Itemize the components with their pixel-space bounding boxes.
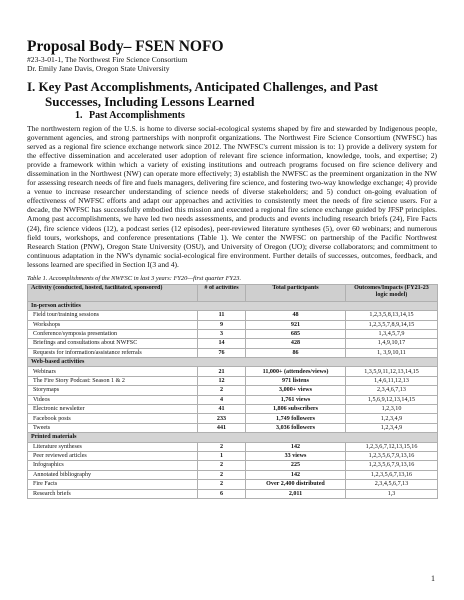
activity-cell: Literature syntheses	[28, 442, 198, 451]
count-cell: 12	[198, 376, 246, 385]
table-section-row	[28, 433, 438, 442]
outcomes-cell: 2,3,4,5,6,7,13	[346, 480, 438, 489]
participants-cell: 33 views	[246, 452, 346, 461]
table-row	[28, 405, 438, 414]
activity-cell: Requests for information/assistance referrals	[28, 348, 198, 357]
table-row	[28, 489, 438, 498]
activity-cell: Storymaps	[28, 386, 198, 395]
outcomes-cell: 1,3,4,5,7,9	[346, 329, 438, 338]
count-cell: 2	[198, 470, 246, 479]
accomplishments-table	[27, 284, 438, 499]
participants-cell: 11,000+ (attendees/views)	[246, 367, 346, 376]
count-cell: 41	[198, 405, 246, 414]
table-row	[28, 348, 438, 357]
participants-cell: 971 listens	[246, 376, 346, 385]
document-title: Proposal Body– FSEN NOFO	[27, 38, 224, 55]
outcomes-cell: 1,2,3,5,6,7,9,13,16	[346, 461, 438, 470]
table-row	[28, 470, 438, 479]
outcomes-cell: 1,4,9,10,17	[346, 339, 438, 348]
activity-cell: Annotated bibliography	[28, 470, 198, 479]
count-cell: 233	[198, 414, 246, 423]
outcomes-cell: 1,4,6,11,12,13	[346, 376, 438, 385]
count-cell: 9	[198, 320, 246, 329]
table-row	[28, 461, 438, 470]
outcomes-cell: 1,2,3,5,7,8,9,14,15	[346, 320, 438, 329]
participants-cell: Over 2,400 distributed	[246, 480, 346, 489]
column-header-count: # of activities	[198, 284, 246, 301]
outcomes-cell: 1,2,3,5,8,13,14,15	[346, 311, 438, 320]
column-header-activity: Activity (conducted, hosted, facilitated, sponsored)	[28, 284, 198, 301]
count-cell: 2	[198, 442, 246, 451]
subsection-title: Past Accomplishments	[89, 110, 185, 121]
participants-cell: 48	[246, 311, 346, 320]
outcomes-cell: 1,2,3,4,9	[346, 423, 438, 432]
activity-cell: Field tour/training sessions	[28, 311, 198, 320]
activity-cell: Facebook posts	[28, 414, 198, 423]
participants-cell: 86	[246, 348, 346, 357]
table-row	[28, 329, 438, 338]
participants-cell: 685	[246, 329, 346, 338]
count-cell: 76	[198, 348, 246, 357]
outcomes-cell: 1,5,6,9,12,13,14,15	[346, 395, 438, 404]
column-header-participants: Total participants	[246, 284, 346, 301]
count-cell: 3	[198, 329, 246, 338]
count-cell: 441	[198, 423, 246, 432]
table-row	[28, 339, 438, 348]
count-cell: 11	[198, 311, 246, 320]
activity-cell: Conference/symposia presentation	[28, 329, 198, 338]
count-cell: 4	[198, 395, 246, 404]
table-row	[28, 376, 438, 385]
activity-cell: Peer reviewed articles	[28, 452, 198, 461]
table-row	[28, 320, 438, 329]
outcomes-cell: 1,3,5,9,11,12,13,14,15	[346, 367, 438, 376]
table-row	[28, 480, 438, 489]
participants-cell: 1,806 subscribers	[246, 405, 346, 414]
participants-cell: 142	[246, 442, 346, 451]
count-cell: 2	[198, 461, 246, 470]
subsection-heading	[75, 110, 437, 122]
page-number: 1	[431, 574, 435, 583]
activity-cell: Electronic newsletter	[28, 405, 198, 414]
activity-cell: The Fire Story Podcast: Season 1 & 2	[28, 376, 198, 385]
count-cell: 14	[198, 339, 246, 348]
subsection-number: 1.	[75, 110, 83, 121]
table-section-title: Web-based activities	[28, 358, 438, 367]
outcomes-cell: 1,2,3,4,9	[346, 414, 438, 423]
activity-cell: Videos	[28, 395, 198, 404]
table-caption: Table 1. Accomplishments of the NWFSC in last 3 years: FY20—first quarter FY23.	[27, 274, 242, 282]
activity-cell: Webinars	[28, 367, 198, 376]
activity-cell: Briefings and consultations about NWFSC	[28, 339, 198, 348]
participants-cell: 428	[246, 339, 346, 348]
table-row	[28, 311, 438, 320]
outcomes-cell: 1,3	[346, 489, 438, 498]
table-section-row	[28, 301, 438, 310]
count-cell: 1	[198, 452, 246, 461]
table-section-row	[28, 358, 438, 367]
participants-cell: 1,749 followers	[246, 414, 346, 423]
table-row	[28, 386, 438, 395]
principal-investigator: Dr. Emily Jane Davis, Oregon State University	[27, 64, 170, 73]
activity-cell: Workshops	[28, 320, 198, 329]
count-cell: 2	[198, 480, 246, 489]
past-accomplishments-paragraph: The northwestern region of the U.S. is home to diverse social-ecological systems shaped by fire and stewarded by Indigenous people, government agencies, and strong partnerships with nonprofit organizations. The Northwest Fire Science Consortium (NWFSC) has served as a regional fire science exchange network since 2012. The NWFSC's current mission is to: 1) provide a delivery system for the effective dissemination and accelerated user adoption of relevant fire science information, knowledge, tools, and expertise; 2) provide a framework within which a variety of existing institutions and outreach programs focused on fire science delivery and dissemination in the Northwest (NW) can operate more effectively; 3) establish the NWFSC as the preeminent organization in the NW for assessing research needs of fire and fuels managers, delivering fire science, and fostering two-way knowledge exchange; 4) provide a venue to increase researcher understanding of science needs of diverse stakeholders; and 5) conduct on-going evaluation of effectiveness of NWFSC efforts and adapt our approaches and activities to consistently meet the needs of fire science users. For a decade, the NWFSC has successfully embodied this mission and executed a regional fire science exchange guided by JFSP principles. Among past accomplishments, we have led two needs assessments, and products and events including research briefs (24), Fire Facts (24), fire science videos (12), a podcast series (12 episodes), peer-reviewed literature syntheses (5), over 60 webinars; and numerous field tours, workshops, and conference presentations (Table 1). We center the NWFSC on partnership of the Pacific Northwest Research Station (PNW), Oregon State University (OSU), and University of Oregon (UO); diverse collaborators; and commitment to continuous adaptation in the NW's dynamic social-ecological fire environment. Further details of successes, outcomes, feedback, and lessons learned are specified in Section I(3 and 4).	[27, 124, 437, 269]
outcomes-cell: 1,2,3,5,6,7,9,13,16	[346, 452, 438, 461]
proposal-number: #23-3-01-1, The Northwest Fire Science Consortium	[27, 55, 188, 64]
table-header-row	[28, 284, 438, 301]
proposal-page	[27, 38, 437, 499]
participants-cell: 2,011	[246, 489, 346, 498]
activity-cell: Research briefs	[28, 489, 198, 498]
table-row	[28, 423, 438, 432]
activity-cell: Infographics	[28, 461, 198, 470]
table-section-title: In-person activities	[28, 301, 438, 310]
column-header-outcomes: Outcomes/Impacts (FY21-23 logic model)	[346, 284, 438, 301]
outcomes-cell: 1,2,3,5,6,7,13,16	[346, 470, 438, 479]
table-row	[28, 452, 438, 461]
table-row	[28, 395, 438, 404]
table-body	[28, 301, 438, 498]
outcomes-cell: 1,2,3,6,7,12,13,15,16	[346, 442, 438, 451]
count-cell: 6	[198, 489, 246, 498]
participants-cell: 921	[246, 320, 346, 329]
table-row	[28, 367, 438, 376]
table-section-title: Printed materials	[28, 433, 438, 442]
participants-cell: 3,036 followers	[246, 423, 346, 432]
participants-cell: 225	[246, 461, 346, 470]
outcomes-cell: 1, 3,9,10,11	[346, 348, 438, 357]
outcomes-cell: 2,3,4,6,7,13	[346, 386, 438, 395]
activity-cell: Tweets	[28, 423, 198, 432]
count-cell: 2	[198, 386, 246, 395]
table-row	[28, 414, 438, 423]
participants-cell: 1,761 views	[246, 395, 346, 404]
activity-cell: Fire Facts	[28, 480, 198, 489]
participants-cell: 3,000+ views	[246, 386, 346, 395]
table-row	[28, 442, 438, 451]
section-heading: I. Key Past Accomplishments, Anticipated Challenges, and Past Successes, Including Lessons Learned	[27, 79, 379, 109]
outcomes-cell: 1,2,3,10	[346, 405, 438, 414]
participants-cell: 142	[246, 470, 346, 479]
count-cell: 21	[198, 367, 246, 376]
